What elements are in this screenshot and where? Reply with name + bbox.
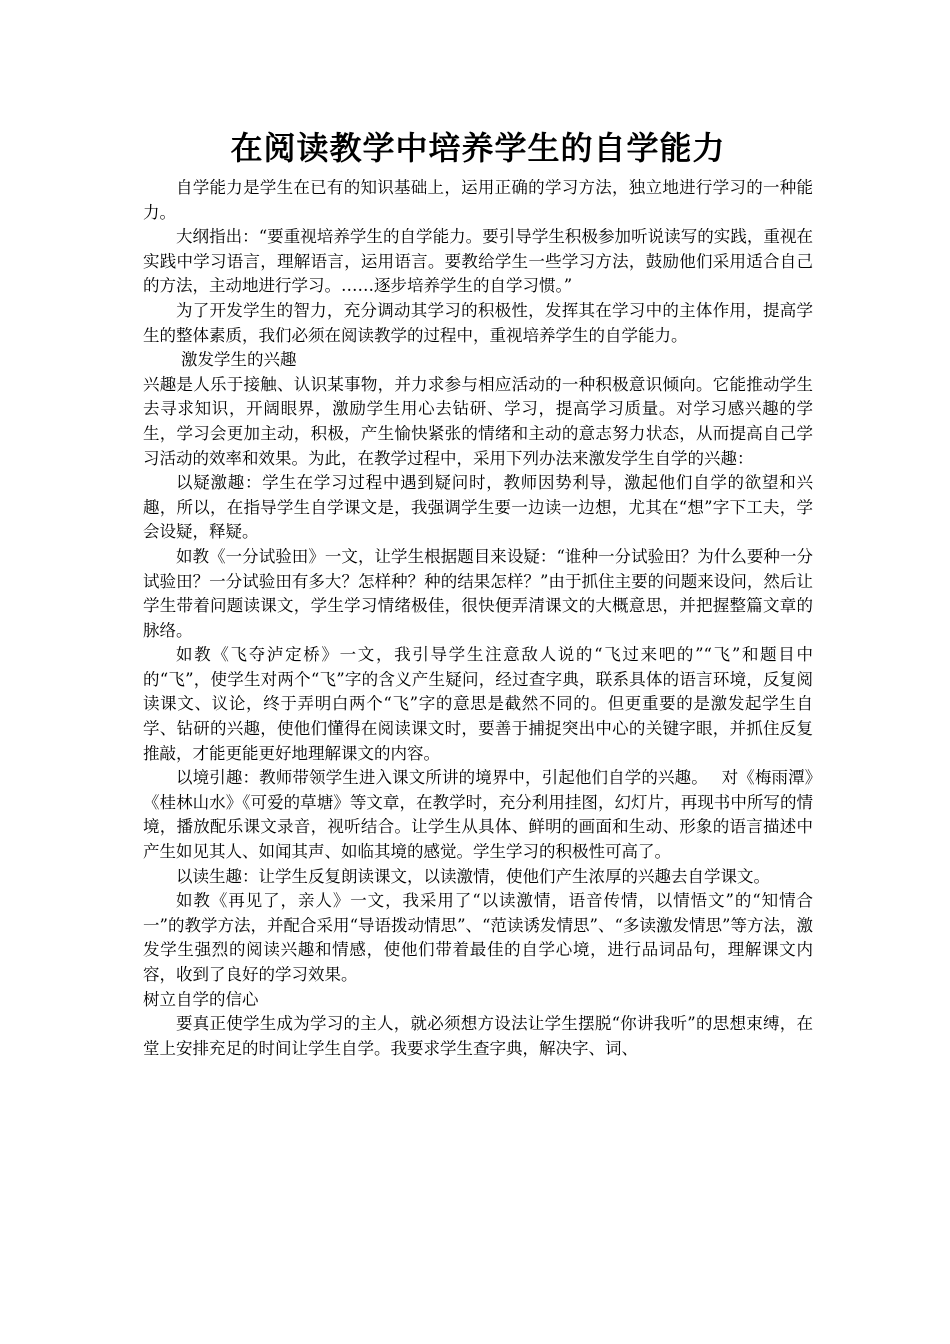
section-heading-confidence: 树立自学的信心 bbox=[143, 989, 259, 1009]
paragraph-syllabus-quote: 大纲指出：“要重视培养学生的自学能力。要引导学生积极参加听说读写的实践，重视在实践中学习语言，理解语言，运用语言。要教给学生一些学习方法，鼓励他们采用适合自己的方法，主动地进行学习。……逐步培养学生的自学习惯。” bbox=[143, 227, 813, 296]
paragraph-example-goodbye: 如教《再见了，亲人》一文，我采用了“以读激情，语音传情，以情悟文”的“知情合一”的教学方法，并配合采用“导语拨动情思”、“范读诱发情思”、“多读激发情思”等方法，激发学生强烈的阅读兴趣和情感，使他们带着最佳的自学心境，进行品词品句，理解课文内容，收到了良好的学习效果。 bbox=[143, 891, 813, 984]
section-heading-interest: 激发学生的兴趣 bbox=[181, 350, 297, 370]
paragraph-scene-method: 以境引趣：教师带领学生进入课文所讲的境界中，引起他们自学的兴趣。 对《梅雨潭》《桂林山水》《可爱的草塘》等文章，在教学时，充分利用挂图，幻灯片，再现书中所写的情境，播放配乐课文录音，视听结合。让学生从具体、鲜明的画面和生动、形象的语言描述中产生如见其人、如闻其声、如临其境的感觉。学生学习的积极性可高了。 bbox=[143, 768, 813, 862]
paragraph-example-luding-bridge: 如教《飞夺泸定桥》一文，我引导学生注意敌人说的“飞过来吧的”“飞”和题目中的“飞”，使学生对两个“飞”字的含义产生疑问，经过查字典，联系具体的语言环境，反复阅读课文、议论，终于弄明白两个“飞”字的意思是截然不同的。但更重要的是激发起学生自学、钻研的兴趣，使他们懂得在阅读课文时，要善于捕捉突出中心的关键字眼，并抓住反复推敲，才能更能更好地理解课文的内容。 bbox=[143, 645, 813, 763]
paragraph-self-study-time: 要真正使学生成为学习的主人，就必须想方设法让学生摆脱“你讲我听”的思想束缚，在堂上安排充足的时间让学生自学。我要求学生查字典，解决字、词、 bbox=[143, 1014, 813, 1058]
paragraph-doubt-method: 以疑激趣：学生在学习过程中遇到疑问时，教师因势利导，激起他们自学的欲望和兴趣，所以，在指导学生自学课文是，我强调学生要一边读一边想，尤其在“想”字下工夫，学会设疑，释疑。 bbox=[143, 473, 813, 542]
document-title: 在阅读教学中培养学生的自学能力 bbox=[230, 129, 726, 167]
paragraph-purpose: 为了开发学生的智力，充分调动其学习的积极性，发挥其在学习中的主体作用，提高学生的整体素质，我们必须在阅读教学的过程中，重视培养学生的自学能力。 bbox=[143, 300, 813, 345]
document-page bbox=[143, 124, 813, 1061]
paragraph-definition: 自学能力是学生在已有的知识基础上，运用正确的学习方法，独立地进行学习的一种能力。 bbox=[143, 178, 813, 222]
paragraph-reading-method: 以读生趣：让学生反复朗读课文，以读激情，使他们产生浓厚的兴趣去自学课文。 bbox=[176, 866, 770, 886]
paragraph-example-test-field: 如教《一分试验田》一文，让学生根据题目来设疑：“谁种一分试验田？为什么要种一分试验田？一分试验田有多大？怎样种？种的结果怎样？”由于抓住主要的问题来设问，然后让学生带着问题读课文，学生学习情绪极佳，很快便弄清课文的大概意思，并把握整篇文章的脉络。 bbox=[143, 546, 813, 640]
paragraph-interest-intro: 兴趣是人乐于接触、认识某事物，并力求参与相应活动的一种积极意识倾向。它能推动学生去寻求知识，开阔眼界，激励学生用心去钻研、学习，提高学习质量。对学习感兴趣的学生，学习会更加主动，积极，产生愉快紧张的情绪和主动的意志努力状态，从而提高自己学习活动的效率和效果。为此，在教学过程中，采用下列办法来激发学生自学的兴趣： bbox=[143, 374, 813, 468]
